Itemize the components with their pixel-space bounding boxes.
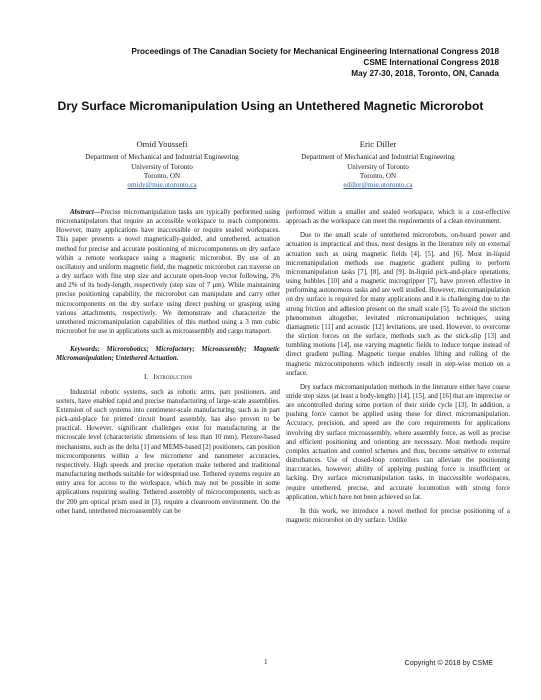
abstract-label: Abstract—	[70, 209, 101, 216]
congress-name: CSME International Congress 2018	[363, 58, 499, 68]
author-block-1	[52, 140, 272, 190]
author-university: University of Toronto	[131, 162, 193, 171]
author-department: Department of Mechanical and Industrial Engineering	[85, 153, 239, 162]
right-column	[286, 208, 510, 530]
page-number: 1	[264, 658, 268, 666]
author-university: University of Toronto	[347, 162, 409, 171]
paper-title: Dry Surface Micromanipulation Using an Untethered Magnetic Microrobot	[57, 99, 484, 113]
copyright-notice: Copyright © 2018 by CSME	[404, 658, 493, 667]
author-name: Omid Youssefi	[136, 139, 188, 149]
author-city: Toronto, ON	[143, 171, 181, 180]
body-paragraph: In this work, we introduce a novel method for precise positioning of a magnetic microrobot on dry surface. Unlike	[286, 507, 510, 524]
body-paragraph: performed within a smaller and sealed workspace, which is a cost-effective approach as the workspace can meet the requirements of a clean environment.	[286, 209, 510, 226]
author-email-link[interactable]: omidy@mie.utoronto.ca	[127, 181, 197, 190]
conference-header	[99, 46, 499, 80]
section-number: I.	[144, 372, 149, 381]
author-name: Eric Diller	[359, 139, 397, 149]
body-paragraph: Due to the small scale of untethered microrobots, on-board power and actuation is impractical and thus, most designs in the literature rely on external actuation such as using magnetic fields [4], [5], and [6]. Most in-liquid micromanipulation methods use magnetic gradient pulling to perform micromanipulation tasks [7], [8], and [9]. In-liquid pick-and-place operations, using bubbles [10] and a magnetic microgripper [7], have proven effective in performing autonomous tasks and are well studied. However, micromanipulation on dry surface is required for many applications and it is challenging due to the strong friction and adhesion present on the small scale [5]. To avoid the stiction phenomenon altogether, levitated micromanipulation techniques, using diamagnetic [11] and acoustic [12] levitations, are used. However, to overcome the stiction forces on the surface, methods such as the stick-slip [13] and tumbling motions [14], use varying magnetic fields to induce torque instead of direct gradient pulling. Magnetic torque enables lifting and rolling of the magnetic microcomponents which indirectly result in step-wise motion on a surface.	[286, 232, 510, 377]
conference-dates: May 27-30, 2018, Toronto, ON, Canada	[351, 69, 499, 79]
body-paragraph: Dry surface micromanipulation methods in the literature either have coarse stride step sizes (at least a body-length) [14], [15], and [16] that are imprecise or are uncontrolled during some portion of their stride cycle [13]. In addition, a pushing force cannot be applied using these for direct micromanipulation. Accuracy, precision, and speed are the core requirements for applications involving dry surface microassembly, where assembly force, as well as precise and efficient positioning and orienting are necessary. Most methods require complex actuation and control schemes and thus, become sensitive to external disturbances. Use of closed-loop controllers can alleviate the positioning inaccuracies, however; ability of applying pushing force is insufficient or lacking. Dry surface micromanipulation tasks, in inaccessible workspaces, require untethered, precise, and accurate locomotion with strong force application, which have not been achieved so far.	[286, 383, 510, 501]
section-title: Introduction	[153, 372, 192, 381]
keywords: Keywords: Microrobotics; Microfactory; Microassembly; Magnetic Micromanipulation; Untethered Actuation.	[56, 346, 280, 363]
abstract-text: Precise micromanipulation tasks are typically performed using micromanipulators that require an accessible workspace to reach components. However, many applications have inaccessible or require sealed workspaces. This paper presents a novel magnetically-guided, and untethered, actuation method for precise and accurate positioning of microcomponents on dry surface within a remote workspace using a magnetic microrobot. By use of an oscillatory and uniform magnetic field, the magnetic microrobot can traverse on a dry surface with fine step size and accurate open-loop vector following, 3% and 2% of its body-length, respectively (step size of 7 μm). While maintaining precise positioning capability, the microrobot can manipulate and carry other microcomponents on the dry surface using direct pushing or grasping using various attachments, respectively. We demonstrate and characterize the untethered micromanipulation capabilities of this method using a 3 mm cubic microrobot for use in applications such as microassembly and cargo transport.	[56, 209, 280, 336]
conference-name: Proceedings of The Canadian Society for Mechanical Engineering International Congress 2018	[131, 47, 499, 56]
section-heading	[56, 373, 280, 382]
left-column	[56, 208, 280, 521]
author-block-2	[268, 140, 488, 190]
author-department: Department of Mechanical and Industrial Engineering	[301, 153, 455, 162]
author-city: Toronto, ON	[359, 171, 397, 180]
author-email-link[interactable]: ediller@mie.utoronto.ca	[343, 181, 413, 190]
intro-paragraph: Industrial robotic systems, such as robotic arms, part positioners, and sorters, have enabled rapid and precise manufacturing of large-scale assemblies. Extension of such systems into centimeter-scale manufacturing, such as in part pick-and-place for printed circuit board assembly, has also proven to be practical. However, significant challenges exist for manufacturing at the microscale level (characteristic dimensions of less than 10 mm). Flexure-based mechanisms, such as the delta [1] and MEMS-based [2] positioners, can position microcomponents within a few micrometer and nanometer accuracies, respectively. High speeds and precise operation make tethered and traditional manufacturing methods suitable for widespread use. Tethered systems require an entry area for access to the workspace, which may not be possible in some applications requiring sealing. Tethered assembly of microcomponents, such as the 200 μm optical prism used in [3], require a cleanroom environment. On the other hand, untethered microassembly can be	[56, 388, 280, 515]
abstract	[56, 208, 280, 336]
